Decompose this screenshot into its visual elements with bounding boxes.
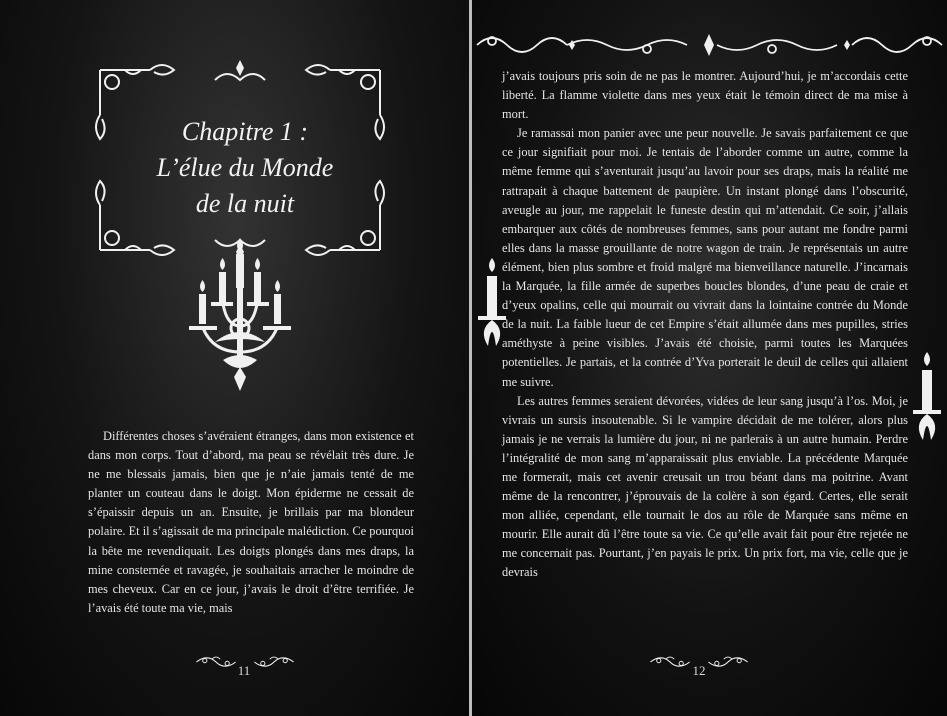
body-text (88, 427, 414, 618)
chapter-title-line1: Chapitre 1 : (181, 117, 309, 146)
candle-sconce-icon (909, 350, 945, 450)
header-ornament-icon (472, 30, 947, 60)
paragraph: Les autres femmes seraient dévorées, vidées de leur sang jusqu’à l’os. Moi, je vivrais un sursis insoutenable. Si le vampire décidait de me tolérer, alors plus jamais je ne verrais la lumière du jour, ni ne parlerais à un autre humain. Perdre l’intégralité de mon sang m’apparaissait plus enviable. La précédente Marquée me formerait, mais cet avenir creusait un trou béant dans ma poitrine. Avant même de la rencontrer, j’éprouvais de la colère à son égard. Certes, elle serait mon alliée, cependant, elle tournait le dos au rôle de Marquée sans même en mourir. Elle aurait dû l’être toute sa vie. Ce qu’elle avait fait pour être rejetée ne me concernait pas. Pourtant, j’en payais le prix. Un prix fort, ma vie, celle que je devrais (502, 393, 908, 580)
candelabra-icon (185, 232, 295, 392)
chapter-title (110, 114, 380, 222)
paragraph: Je ramassai mon panier avec une peur nouvelle. Je savais parfaitement ce que ce jour signifiait pour moi. Je tentais de l’aborder comme un autre, comme la même femme qui s’aventurait jusqu’au lavoir pour ses draps, mais la réalité me rattrapait à chaque battement de paupière. Un instant plongé dans l’obscurité, aveugle au jour, me rappelait le funeste destin qui m’attendait. Ce soir, j’allais embarquer aux côtés de nombreuses femmes, sans pour autant me fondre parmi elles dans la masse grouillante de notre wagon de train. Je représentais un autre élément, bien plus sombre et froid malgré ma bienveillance naturelle. J’incarnais la Marquée, la fille armée de superbes boucles blondes, d’une peau de craie et d’yeux opalins, celle qui mourrait ou vivrait dans la lointaine contrée du Monde de la nuit. La faible lueur de cet Empire s’était allumée dans mes pupilles, stries améthyste à peine visibles. J’avais été choisie, parmi toutes les Marquées potentielles. Je partais, et la contrée d’Yva porterait le deuil de celles qui allaient me suivre. (502, 126, 908, 389)
page-number: 11 (237, 663, 251, 678)
chapter-title-line3: de la nuit (195, 189, 295, 218)
left-page (0, 0, 469, 716)
page-number: 12 (692, 663, 706, 678)
right-page (472, 0, 947, 716)
chapter-title-line2: L’élue du Monde (156, 153, 334, 182)
paragraph: Différentes choses s’avéraient étranges, dans mon existence et dans mon corps. Tout d’abord, ma peau se révélait très dure. Je ne me blessais jamais, bien que je n’aie jamais tenté de me planter un couteau dans le doigt. Mon épiderme ne cessait de s’épaissir depuis un an. Ensuite, je brillais par ma blondeur polaire. Et il s’agissait de ma principale malédiction. Ce pourquoi la bête me revendiquait. Les doigts plongés dans mes draps, la mine consternée et ravagée, je souhaitais arracher le moindre de mes cheveux. Car en ce jour, j’avais le droit d’être terrifiée. Je l’avais été toute ma vie, mais (88, 429, 414, 615)
paragraph: j’avais toujours pris soin de ne pas le montrer. Aujourd’hui, je m’accordais cette liberté. La flamme violette dans mes yeux était le témoin direct de ma mise à mort. (502, 69, 908, 122)
body-text (502, 67, 908, 583)
